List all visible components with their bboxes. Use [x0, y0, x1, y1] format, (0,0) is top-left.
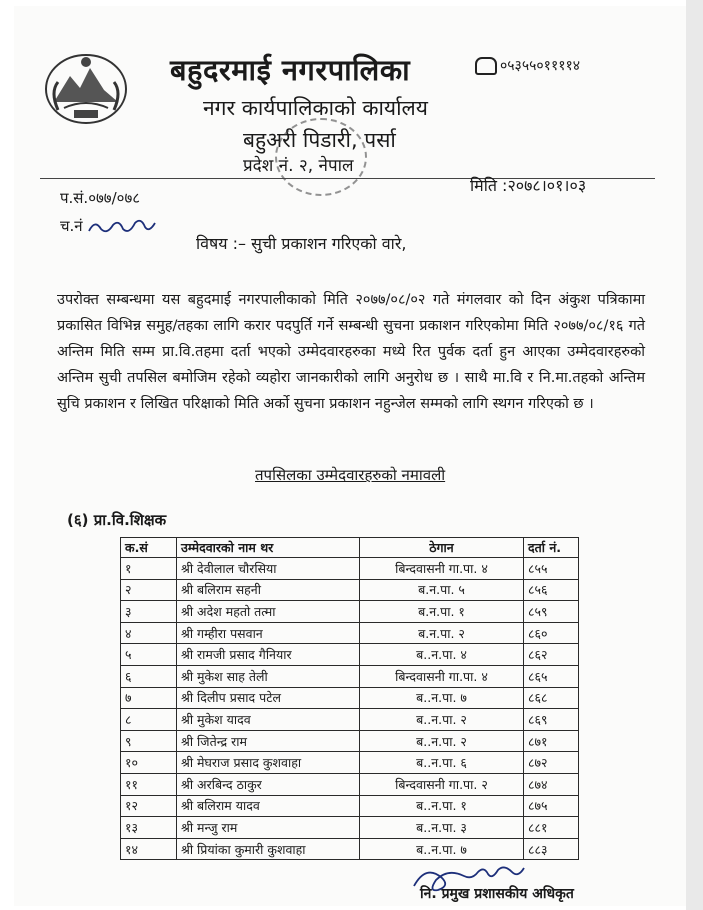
cell-serial: ५ — [121, 644, 177, 666]
table-row — [121, 558, 579, 580]
cell-serial: ४ — [121, 622, 177, 644]
cell-name: श्री मेघराज प्रसाद कुशवाहा — [177, 752, 360, 774]
handwritten-dispatch-number — [87, 217, 157, 237]
cell-name: श्री जितेन्द्र राम — [177, 730, 360, 752]
cell-serial: ७ — [121, 687, 177, 709]
cell-name: श्री मुकेश यादव — [177, 709, 360, 731]
cell-name: श्री प्रियांका कुमारी कुशवाहा — [177, 838, 360, 860]
cell-address: ब..न.पा. ६ — [360, 752, 524, 774]
cell-name: श्री बलिराम सहनी — [177, 579, 360, 601]
dispatch-number — [60, 216, 157, 237]
phone-icon — [475, 57, 497, 75]
dispatch-label: च.नं — [60, 217, 83, 235]
reference-number: प.सं.०७७/०७८ — [60, 189, 141, 207]
cell-serial: १० — [121, 752, 177, 774]
organization-name: बहुदरमाई नगरपालिका — [170, 53, 411, 87]
cell-address: ब..न.पा. ४ — [360, 644, 524, 666]
table-row — [121, 709, 579, 731]
list-title: तपसिलका उम्मेदवारहरुको नमावली — [255, 466, 446, 484]
cell-name: श्री मन्जु राम — [177, 817, 360, 839]
province-name: प्रदेश नं. २, नेपाल — [243, 156, 354, 176]
table-header-row — [121, 538, 579, 558]
cell-reg-no: ८८१ — [524, 817, 579, 839]
cell-reg-no: ८७५ — [524, 795, 579, 817]
phone-number — [475, 56, 580, 75]
cell-name: श्री अरबिन्द ठाकुर — [177, 773, 360, 795]
cell-reg-no: ८८३ — [524, 838, 579, 860]
cell-reg-no: ८७२ — [524, 752, 579, 774]
table-row — [121, 795, 579, 817]
office-address: बहुअरी पिडारी, पर्सा — [243, 128, 396, 152]
header-address: ठेगान — [360, 538, 524, 558]
cell-reg-no: ८६० — [524, 622, 579, 644]
cell-serial: ११ — [121, 773, 177, 795]
cell-serial: १४ — [121, 838, 177, 860]
cell-address: ब..न.पा. ३ — [360, 817, 524, 839]
table-row — [121, 752, 579, 774]
cell-name: श्री देवीलाल चौरसिया — [177, 558, 360, 580]
cell-serial: १ — [121, 558, 177, 580]
table-row — [121, 817, 579, 839]
cell-address: ब.न.पा. २ — [360, 622, 524, 644]
cell-reg-no: ८७१ — [524, 730, 579, 752]
letter-body: उपरोक्त सम्बन्धमा यस बहुदमाई नगरपालीकाको मिति २०७७/०८/०२ गते मंगलवार को दिन अंकुश पत्रिकामा प्रकासित विभिन्न समुह/तहका लागि करार पदपुर्ति गर्ने सम्बन्धी सुचना प्रकाशन गरिएकोमा मिति २०७७/०८/१६ गते अन्तिम मिति सम्म प्रा.वि.तहमा दर्ता भएको उम्मेदवारहरुका मध्ये रित पुर्वक दर्ता हुन आएका उम्मेदवारहरुको अन्तिम सुची तपसिल बमोजिम रहेको व्यहोरा जानकारीको लागि अनुरोध छ । साथै मा.वि र नि.मा.तहको अन्तिम सुचि प्रकाशन र लिखित परिक्षाको मिति अर्को सुचना प्रकाशन नहुन्जेल सम्मको लागि स्थगन गरिएको छ । — [57, 292, 645, 412]
table-row — [121, 773, 579, 795]
cell-name: श्री दिलीप प्रसाद पटेल — [177, 687, 360, 709]
cell-name: श्री मुकेश साह तेली — [177, 665, 360, 687]
cell-serial: २ — [121, 579, 177, 601]
table-row — [121, 601, 579, 623]
cell-serial: ६ — [121, 665, 177, 687]
header-name: उम्मेदवारको नाम थर — [177, 538, 360, 558]
cell-address: ब.न.पा. ५ — [360, 579, 524, 601]
cell-address: बिन्दवासनी गा.पा. ४ — [360, 558, 524, 580]
cell-address: ब..न.पा. ७ — [360, 838, 524, 860]
cell-address: ब..न.पा. २ — [360, 730, 524, 752]
header-serial: क.सं — [121, 538, 177, 558]
cell-reg-no: ८६८ — [524, 687, 579, 709]
letter-date: मिति :२०७८।०१।०३ — [470, 176, 587, 195]
cell-reg-no: ८७४ — [524, 773, 579, 795]
phone-number-text: ०५३५५०११११४ — [500, 58, 581, 74]
table-row — [121, 644, 579, 666]
letter-subject: विषय :– सुची प्रकाशन गरिएको वारे, — [196, 234, 407, 253]
cell-serial: १३ — [121, 817, 177, 839]
office-seal — [275, 118, 367, 196]
cell-reg-no: ८५९ — [524, 601, 579, 623]
cell-reg-no: ८६२ — [524, 644, 579, 666]
cell-name: श्री बलिराम यादव — [177, 795, 360, 817]
cell-reg-no: ८५५ — [524, 558, 579, 580]
cell-name: श्री गम्हीरा पसवान — [177, 622, 360, 644]
header-reg-no: दर्ता नं. — [524, 538, 579, 558]
table-row — [121, 579, 579, 601]
cell-reg-no: ८५६ — [524, 579, 579, 601]
cell-reg-no: ८६५ — [524, 665, 579, 687]
cell-address: ब..न.पा. ७ — [360, 687, 524, 709]
cell-serial: ९ — [121, 730, 177, 752]
table-row — [121, 687, 579, 709]
cell-reg-no: ८६९ — [524, 709, 579, 731]
cell-address: बिन्दवासनी गा.पा. २ — [360, 773, 524, 795]
cell-address: बिन्दवासनी गा.पा. ४ — [360, 665, 524, 687]
table-row — [121, 665, 579, 687]
section-title: (६) प्रा.वि.शिक्षक — [67, 511, 167, 529]
cell-serial: ३ — [121, 601, 177, 623]
table-row — [121, 730, 579, 752]
cell-name: श्री रामजी प्रसाद गैनियार — [177, 644, 360, 666]
scan-edge — [686, 0, 703, 910]
cell-name: श्री अदेश महतो तत्मा — [177, 601, 360, 623]
cell-address: ब..न.पा. १ — [360, 795, 524, 817]
cell-address: ब..न.पा. २ — [360, 709, 524, 731]
cell-serial: ८ — [121, 709, 177, 731]
office-name: नगर कार्यपालिकाको कार्यालय — [203, 96, 428, 120]
table-row — [121, 838, 579, 860]
candidate-table — [120, 537, 579, 860]
cell-address: ब.न.पा. १ — [360, 601, 524, 623]
government-emblem-icon — [44, 52, 128, 126]
signatory-title: नि. प्रमुख प्रशासकीय अधिकृत — [420, 886, 574, 902]
cell-serial: १२ — [121, 795, 177, 817]
table-row — [121, 622, 579, 644]
